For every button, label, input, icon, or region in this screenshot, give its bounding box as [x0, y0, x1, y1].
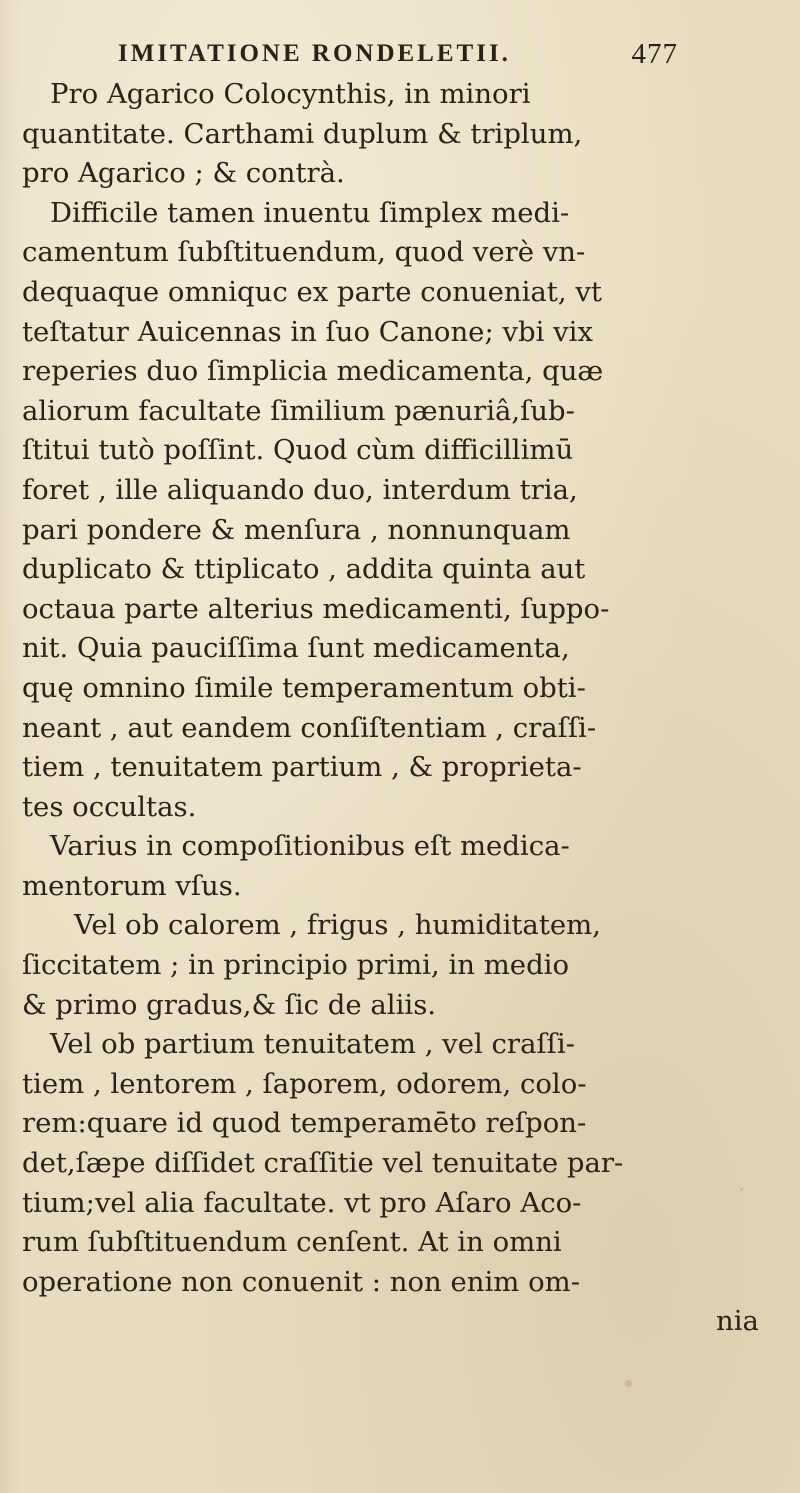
paper-spot	[740, 1188, 743, 1191]
text-line: octaua parte alterius medicamenti, ſuppo-	[22, 592, 610, 625]
text-line: teſtatur Auicennas in ſuo Canone; vbi vix	[22, 315, 593, 348]
text-line: ſtitui tutò poſſint. Quod cùm difficillimū	[22, 434, 574, 467]
text-line: tes occultas.	[22, 790, 197, 823]
text-line: Varius in compoſitionibus eſt medica-	[50, 830, 570, 863]
text-line: det,ſæpe diſſidet craſſitie vel tenuitate par-	[22, 1147, 624, 1180]
text-line: operatione non conuenit : non enim om-	[22, 1265, 581, 1298]
text-line: Difficile tamen inuentu ſimplex medi-	[50, 196, 570, 229]
text-line: nit. Quia pauciſſima ſunt medicamenta,	[22, 632, 570, 665]
text-line: tiem , lentorem , ſaporem, odorem, colo-	[22, 1067, 587, 1100]
paper-spot	[512, 763, 515, 766]
text-line: pari pondere & menſura , nonnunquam	[22, 513, 571, 546]
text-line: Pro Agarico Colocynthis, in minori	[50, 78, 531, 110]
text-line: duplicato & ttiplicato , addita quinta aut	[22, 553, 586, 586]
text-line: neant , aut eandem conſiſtentiam , craſſi-	[22, 711, 597, 744]
body-text	[22, 75, 787, 1342]
text-line: dequaque omniquc ex parte conueniat, vt	[22, 275, 602, 308]
text-line: quę omnino ſimile temperamentum obti-	[22, 671, 586, 704]
running-head	[118, 40, 678, 74]
text-line: Vel ob partium tenuitatem , vel craſſi-	[50, 1028, 575, 1061]
text-line: aliorum facultate ſimilium pænuriâ,ſub-	[22, 394, 575, 427]
page-number: 477	[631, 38, 678, 70]
catchword: nia	[716, 1305, 759, 1338]
running-title: IMITATIONE RONDELETII.	[118, 40, 511, 67]
text-line: tiem , tenuitatem partium , & proprieta-	[22, 751, 582, 784]
text-line: foret , ille aliquando duo, interdum tria,	[22, 473, 578, 506]
text-line: reperies duo ſimplicia medicamenta, quæ	[22, 355, 604, 388]
text-line: mentorum vſus.	[22, 869, 242, 902]
text-line: pro Agarico ; & contrà.	[22, 157, 345, 190]
text-line: & primo gradus,& ſic de aliis.	[22, 988, 437, 1021]
text-line: quantitate. Carthami duplum & triplum,	[22, 117, 583, 150]
text-line: camentum ſubſtituendum, quod verè vn-	[22, 236, 586, 269]
text-line: rem:quare id quod temperamēto reſpon-	[22, 1107, 587, 1140]
text-line: tium;vel alia facultate. vt pro Aſaro Aco-	[22, 1186, 582, 1219]
paper-spot	[625, 1380, 632, 1387]
text-line: Vel ob calorem , frigus , humiditatem,	[74, 909, 601, 942]
text-line: rum ſubſtituendum cenſent. At in omni	[22, 1226, 562, 1259]
text-line: ſiccitatem ; in principio primi, in medio	[22, 949, 570, 982]
